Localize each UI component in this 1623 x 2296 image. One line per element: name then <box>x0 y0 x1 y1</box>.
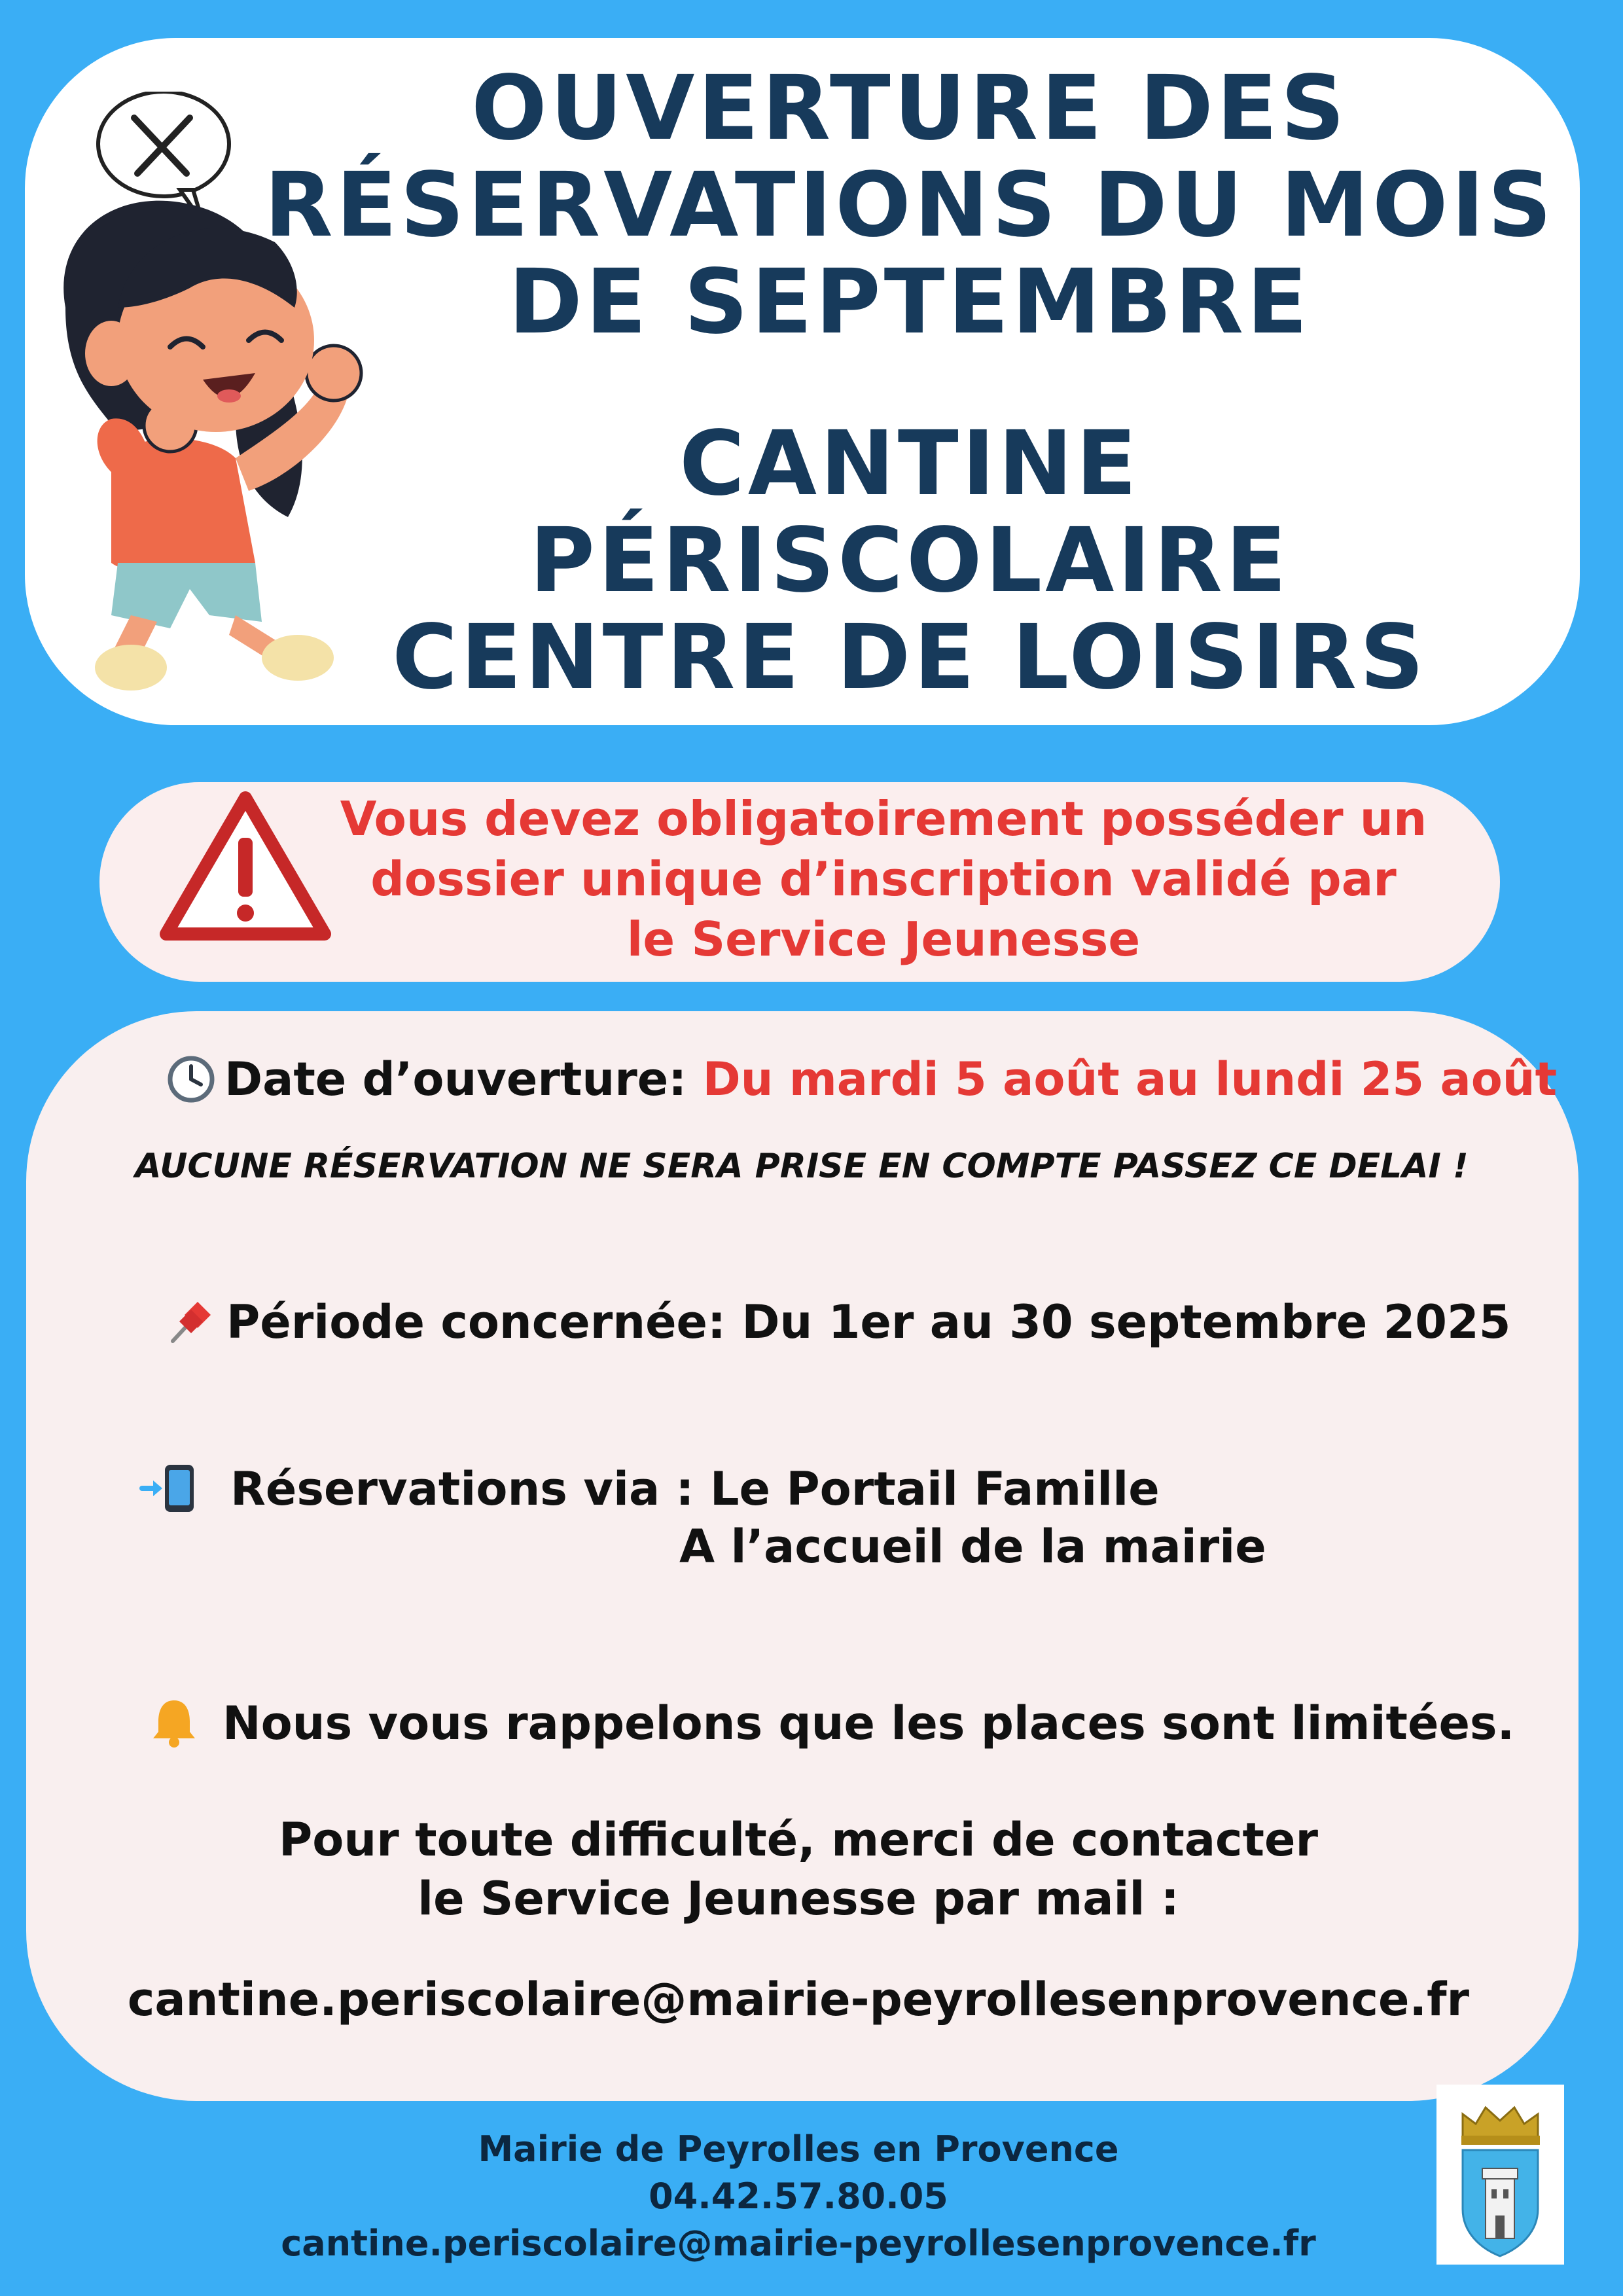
notice-text <box>308 789 1459 969</box>
clock-icon <box>167 1055 215 1103</box>
title-line: PÉRISCOLAIRE <box>529 509 1290 613</box>
services-title <box>249 412 1571 709</box>
reservation-option: Le Portail Famille <box>709 1462 1160 1516</box>
reminder-text: Nous vous rappelons que les places sont limitées. <box>223 1696 1515 1750</box>
reservation-option-2: A l’accueil de la mairie <box>679 1520 1266 1573</box>
opening-value: Du mardi 5 août au lundi 25 août <box>702 1052 1558 1106</box>
contact-line: le Service Jeunesse par mail : <box>418 1872 1179 1926</box>
period-line <box>165 1293 1510 1352</box>
mobile-phone-arrow-icon <box>139 1462 198 1515</box>
footer <box>196 2126 1400 2267</box>
footer-org: Mairie de Peyrolles en Provence <box>478 2128 1119 2170</box>
title-line: DE SEPTEMBRE <box>508 251 1311 354</box>
main-title <box>249 57 1571 354</box>
opening-date <box>167 1050 1557 1109</box>
title-line: RÉSERVATIONS DU MOIS <box>264 154 1556 257</box>
title-line: CENTRE DE LOISIRS <box>392 606 1427 709</box>
bell-icon <box>149 1696 199 1749</box>
opening-label: Date d’ouverture: <box>224 1052 687 1106</box>
title-line: CANTINE <box>679 412 1140 516</box>
notice-line: dossier unique d’inscription validé par <box>370 852 1397 906</box>
pushpin-icon <box>165 1295 217 1348</box>
reservation-label: Réservations via : <box>230 1462 694 1516</box>
deadline-warning: AUCUNE RÉSERVATION NE SERA PRISE EN COMPTE PASSEZ CE DELAI ! <box>135 1147 1469 1186</box>
notice-line: Vous devez obligatoirement posséder un <box>340 791 1427 846</box>
contact-email: cantine.periscolaire@mairie-peyrollesenprovence.fr <box>127 1973 1470 2026</box>
title-line: OUVERTURE DES <box>471 57 1348 160</box>
contact-block <box>157 1810 1440 1928</box>
reservation-line <box>139 1460 1160 1518</box>
footer-phone: 04.42.57.80.05 <box>649 2176 948 2217</box>
footer-email: cantine.periscolaire@mairie-peyrollesenprovence.fr <box>281 2223 1316 2264</box>
reminder-line <box>149 1694 1514 1753</box>
contact-line: Pour toute difficulté, merci de contacter <box>278 1813 1319 1867</box>
period-text: Période concernée: Du 1er au 30 septembre 2025 <box>226 1295 1511 1349</box>
town-coat-of-arms-icon <box>1436 2085 1564 2265</box>
notice-line: le Service Jeunesse <box>626 912 1141 967</box>
